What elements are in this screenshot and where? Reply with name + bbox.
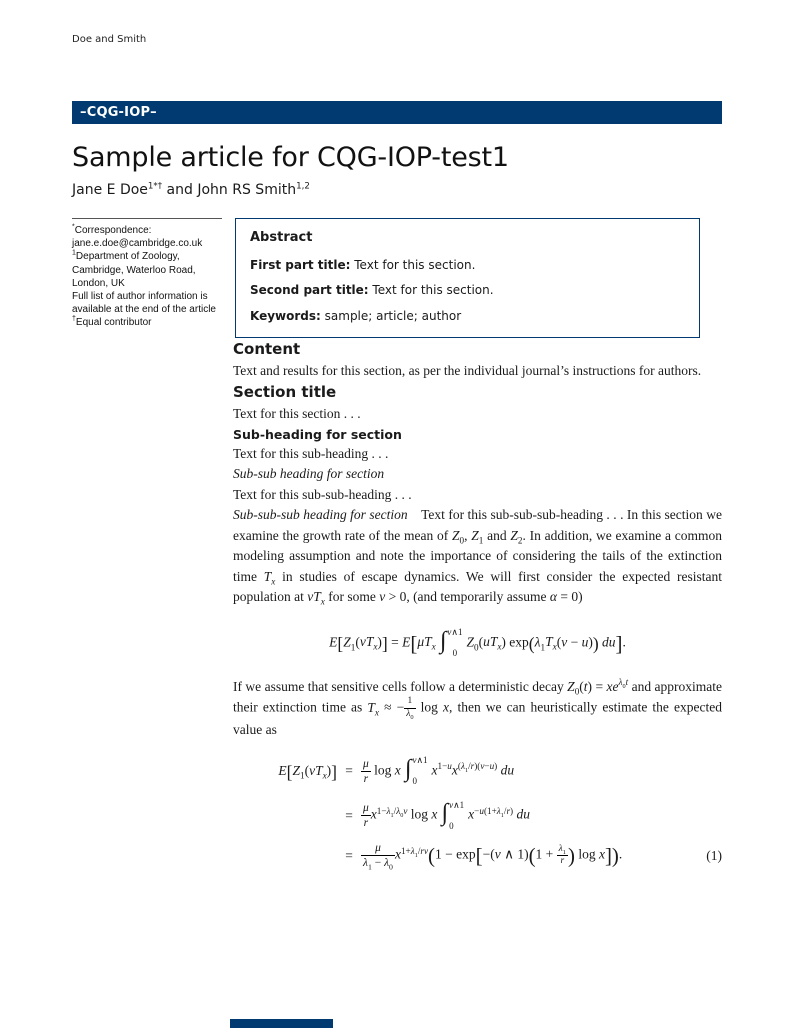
section-paragraph: Text for this section . . . xyxy=(233,406,361,422)
abstract-box xyxy=(235,218,700,338)
header-columns xyxy=(72,218,722,338)
equation-equals: = xyxy=(345,807,353,823)
article-body xyxy=(233,338,722,872)
running-head: Doe and Smith xyxy=(72,34,147,45)
equal-contributor-note: †Equal contributor xyxy=(72,315,152,329)
equation-rhs: $\frac{\mu}{\lambda_1 - \lambda_0}$ $x^{1+\lambda_1/rv}(1 - \exp[-(v$ ∧ 1)(1 + $\frac{\lambda_1}{r}$ ) log x]). xyxy=(363,842,623,872)
correspondence-sidebar xyxy=(72,218,222,330)
author-line: Jane E Doe$^{1*\dagger}$ and John RS Smith$^{1,2}$ xyxy=(72,181,310,198)
equation-row xyxy=(233,797,722,834)
article-title: Sample article for CQG-IOP-test1 xyxy=(72,142,509,173)
journal-banner-label: –CQG-IOP– xyxy=(80,105,157,120)
sub-paragraph: Text for this sub-heading . . . xyxy=(233,445,389,461)
equation-rhs: $\frac{\mu}{r}$ $x^{1-\lambda_1/\lambda_0v}$ log x ∫ v∧1 0 $x^{-u(1+\lambda_1/r)}$ du xyxy=(363,799,530,831)
affiliation-block: $^1$Department of Zoology, Cambridge, Waterloo Road, London, UK xyxy=(72,250,196,289)
author-info-note: Full list of author information is available at the end of the article xyxy=(72,290,216,316)
decay-paragraph: If we assume that sensitive cells follow a deterministic decay $Z_0(t) = xe^{\lambda_0t}$ and approximate their extinction time as $T_x$ ≈ − $\frac{1}{\lambda_0}$ log x, then we can heuristically estimate the expected value as xyxy=(233,677,722,738)
sub-sub-sub-run-in-paragraph: Sub-sub-sub heading for section Text for this sub-sub-sub-heading . . . In this section we examine the growth rate of the mean of $Z_0$, $Z_1$ and $Z_2$. In addition, we examine a common modeling assumption and note the importance of considering the tails of the extinction time $T_x$ in studies of escape dynamics. We will first consider the expected resistant population at $vT_x$ for some v > 0, (and temporarily assume α = 0) xyxy=(233,507,722,607)
equation-number: (1) xyxy=(706,847,722,863)
sub-sub-heading: Sub-sub heading for section xyxy=(233,466,385,482)
abstract-second-part: Second part title: Text for this section. xyxy=(250,283,494,298)
equation-lhs: $E[Z_1(vT_x)]$ xyxy=(278,761,337,782)
content-paragraph: Text and results for this section, as per the individual journal’s instructions for authors. xyxy=(233,362,702,378)
equation-rhs: $\frac{\mu}{r}$ log x ∫ v∧1 0 $x^{1-u}x^{(\lambda_1/r)(v-u)}$ du xyxy=(363,754,515,787)
correspondence-block: *Correspondence: jane.e.doe@cambridge.co.uk xyxy=(72,223,203,250)
equation-equals: = xyxy=(345,762,353,778)
abstract-first-part: First part title: Text for this section. xyxy=(250,257,476,272)
sidebar-rule xyxy=(72,218,222,219)
footer-banner xyxy=(230,1019,333,1028)
sub-sub-paragraph: Text for this sub-sub-heading . . . xyxy=(233,486,412,502)
section-title-heading: Section title xyxy=(233,383,337,402)
sub-heading: Sub-heading for section xyxy=(233,426,402,442)
abstract-title: Abstract xyxy=(250,230,313,245)
abstract-keywords: Keywords: sample; article; author xyxy=(250,308,462,323)
content-section-heading: Content xyxy=(233,340,301,359)
equation-equals: = xyxy=(345,847,353,863)
journal-banner xyxy=(72,101,722,124)
equation-row xyxy=(233,842,722,872)
equation-row xyxy=(233,753,722,790)
display-equation: $E[Z_1(vT_x)] = E[\mu T_x$ ∫ v∧1 0 $Z_0(uT_x) \exp(\lambda_1T_x(v - u))$ du]. xyxy=(329,626,626,659)
equation-array xyxy=(233,753,722,870)
